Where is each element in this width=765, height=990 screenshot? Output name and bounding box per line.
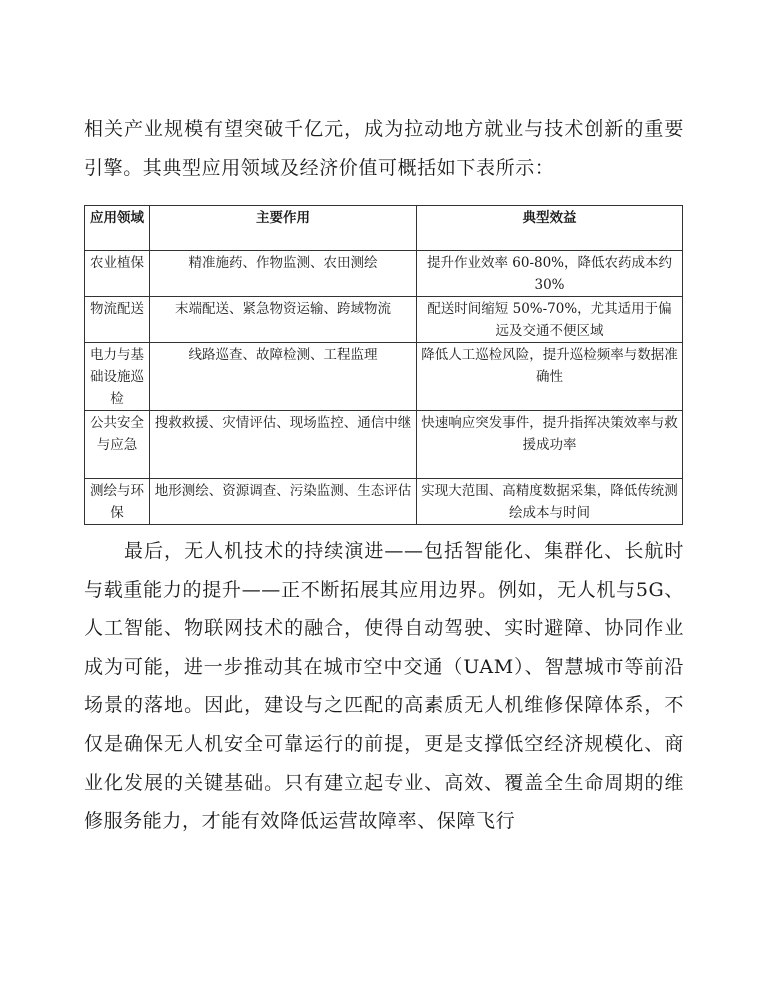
table-cell-role: 搜救救援、灾情评估、现场监控、通信中继 bbox=[150, 411, 417, 479]
table-cell-field: 电力与基础设施巡检 bbox=[85, 343, 150, 411]
table-cell-role: 地形测绘、资源调查、污染监测、生态评估 bbox=[150, 479, 417, 525]
intro-paragraph: 相关产业规模有望突破千亿元，成为拉动地方就业与技术创新的重要引擎。其典型应用领域及经济价值可概括如下表所示： bbox=[84, 118, 684, 179]
table-row bbox=[85, 251, 683, 297]
table-cell-benefit: 提升作业效率 60-80%，降低农药成本约 30% bbox=[417, 251, 683, 297]
table-row bbox=[85, 479, 683, 525]
table-row bbox=[85, 411, 683, 479]
table-header-cell: 主要作用 bbox=[150, 206, 417, 251]
table-cell-field: 测绘与环保 bbox=[85, 479, 150, 525]
application-table bbox=[84, 205, 683, 525]
table-row bbox=[85, 297, 683, 343]
table-cell-benefit: 降低人工巡检风险，提升巡检频率与数据准确性 bbox=[417, 343, 683, 411]
table-cell-benefit: 配送时间缩短 50%-70%，尤其适用于偏远及交通不便区域 bbox=[417, 297, 683, 343]
table-row bbox=[85, 343, 683, 411]
table-cell-benefit: 快速响应突发事件，提升指挥决策效率与救援成功率 bbox=[417, 411, 683, 479]
table-header-row bbox=[85, 206, 683, 251]
table-cell-role: 线路巡查、故障检测、工程监理 bbox=[150, 343, 417, 411]
body-paragraph: 最后，无人机技术的持续演进——包括智能化、集群化、长航时与载重能力的提升——正不断拓展其应用边界。例如，无人机与5G、人工智能、物联网技术的融合，使得自动驾驶、实时避障、协同作业成为可能，进一步推动其在城市空中交通（UAM）、智慧城市等前沿场景的落地。因此，建设与之匹配的高素质无人机维修保障体系，不仅是确保无人机安全可靠运行的前提，更是支撑低空经济规模化、商业化发展的关键基础。只有建立起专业、高效、覆盖全生命周期的维修服务能力，才能有效降低运营故障率、保障飞行 bbox=[84, 540, 684, 833]
table-cell-role: 末端配送、紧急物资运输、跨域物流 bbox=[150, 297, 417, 343]
table-header-cell: 应用领域 bbox=[85, 206, 150, 251]
table-cell-benefit: 实现大范围、高精度数据采集，降低传统测绘成本与时间 bbox=[417, 479, 683, 525]
table-cell-field: 农业植保 bbox=[85, 251, 150, 297]
table-cell-role: 精准施药、作物监测、农田测绘 bbox=[150, 251, 417, 297]
table-cell-field: 物流配送 bbox=[85, 297, 150, 343]
table-header-cell: 典型效益 bbox=[417, 206, 683, 251]
table-cell-field: 公共安全与应急 bbox=[85, 411, 150, 479]
